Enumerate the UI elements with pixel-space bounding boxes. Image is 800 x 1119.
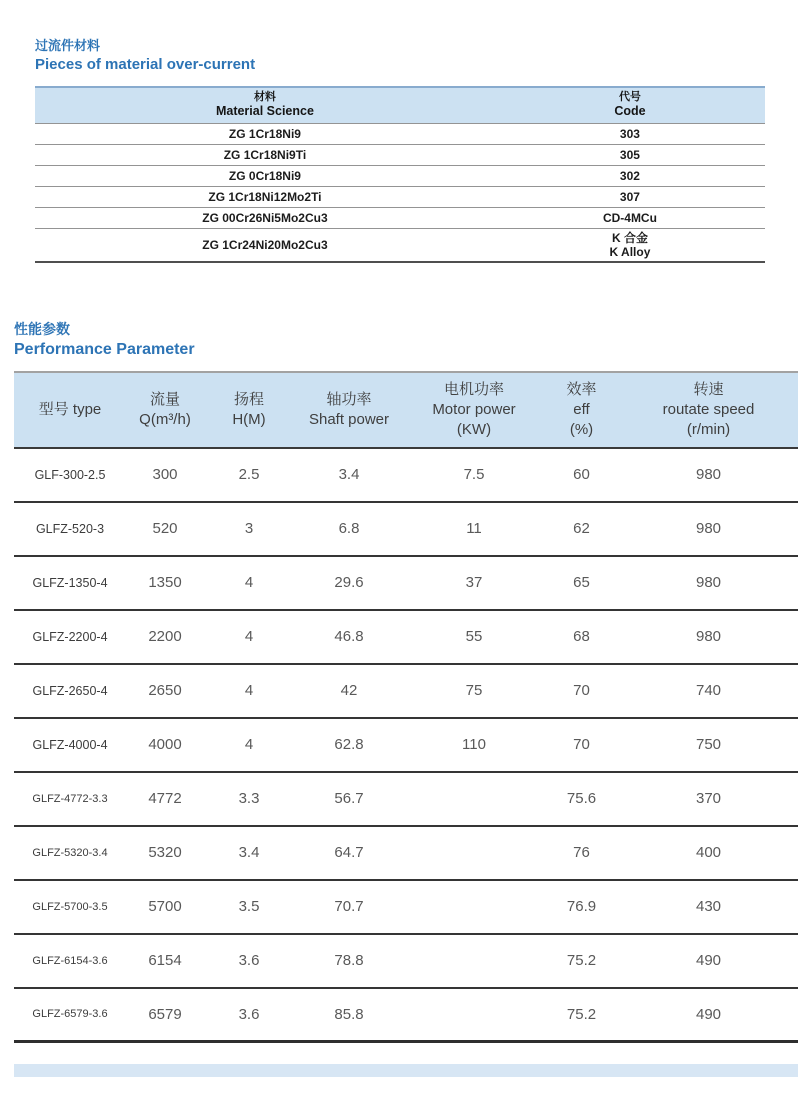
motor-power-cell: 7.5 <box>404 448 544 502</box>
materials-col-header-code-en: Code <box>614 104 646 118</box>
material-cell: ZG 1Cr18Ni9 <box>35 124 495 145</box>
performance-header-row <box>14 372 798 448</box>
head-cell: 3.5 <box>204 880 294 934</box>
efficiency-cell: 76.9 <box>544 880 619 934</box>
flow-cell: 4000 <box>126 718 204 772</box>
motor-power-cell: 75 <box>404 664 544 718</box>
motor-power-cell: 37 <box>404 556 544 610</box>
efficiency-cell: 62 <box>544 502 619 556</box>
speed-cell: 750 <box>619 718 798 772</box>
flow-cell: 6579 <box>126 988 204 1042</box>
head-cell: 4 <box>204 610 294 664</box>
head-cell: 3.6 <box>204 934 294 988</box>
speed-cell: 980 <box>619 502 798 556</box>
col-header-type <box>14 372 126 448</box>
code-cell: 303 <box>495 124 765 145</box>
materials-col-header-material-zh: 材料 <box>253 91 276 103</box>
model-cell: GLFZ-5700-3.5 <box>14 880 126 934</box>
col-header-shaft-power <box>294 372 404 448</box>
performance-table <box>14 371 798 1044</box>
col-header-motor-en: Motor power <box>432 400 516 418</box>
speed-cell: 490 <box>619 988 798 1042</box>
col-header-speed <box>619 372 798 448</box>
table-row <box>35 166 765 187</box>
col-header-speed-en: routate speed <box>662 400 755 418</box>
speed-cell: 370 <box>619 772 798 826</box>
code-cell: 302 <box>495 166 765 187</box>
table-row <box>35 208 765 229</box>
table-row <box>35 124 765 145</box>
flow-cell: 2650 <box>126 664 204 718</box>
flow-cell: 5700 <box>126 880 204 934</box>
flow-cell: 6154 <box>126 934 204 988</box>
materials-table <box>35 86 765 263</box>
motor-power-cell: 110 <box>404 718 544 772</box>
performance-section <box>14 321 798 1044</box>
speed-cell: 980 <box>619 448 798 502</box>
shaft-power-cell: 56.7 <box>294 772 404 826</box>
model-cell: GLFZ-6154-3.6 <box>14 934 126 988</box>
col-header-efficiency <box>544 372 619 448</box>
efficiency-cell: 75.6 <box>544 772 619 826</box>
flow-cell: 2200 <box>126 610 204 664</box>
shaft-power-cell: 64.7 <box>294 826 404 880</box>
shaft-power-cell: 6.8 <box>294 502 404 556</box>
shaft-power-cell: 29.6 <box>294 556 404 610</box>
shaft-power-cell: 85.8 <box>294 988 404 1042</box>
code-cell <box>495 229 765 262</box>
table-row <box>14 556 798 610</box>
col-header-motor-power <box>404 372 544 448</box>
shaft-power-cell: 46.8 <box>294 610 404 664</box>
motor-power-cell <box>404 826 544 880</box>
model-cell: GLFZ-4772-3.3 <box>14 772 126 826</box>
flow-cell: 4772 <box>126 772 204 826</box>
motor-power-cell <box>404 988 544 1042</box>
col-header-flow <box>126 372 204 448</box>
col-header-head <box>204 372 294 448</box>
model-cell: GLFZ-520-3 <box>14 502 126 556</box>
shaft-power-cell: 70.7 <box>294 880 404 934</box>
head-cell: 3 <box>204 502 294 556</box>
speed-cell: 400 <box>619 826 798 880</box>
materials-col-header-code-zh: 代号 <box>618 91 641 103</box>
material-cell: ZG 1Cr24Ni20Mo2Cu3 <box>35 229 495 262</box>
code-line-en: K Alloy <box>609 244 651 259</box>
table-row <box>14 502 798 556</box>
col-header-shaft-zh: 轴功率 <box>326 390 372 408</box>
materials-col-header-code <box>495 87 765 124</box>
model-cell: GLFZ-1350-4 <box>14 556 126 610</box>
col-header-flow-unit: Q(m³/h) <box>139 410 191 428</box>
code-line-zh: K 合金 <box>611 230 648 245</box>
efficiency-cell: 75.2 <box>544 988 619 1042</box>
col-header-speed-zh: 转速 <box>693 380 724 398</box>
materials-col-header-material <box>35 87 495 124</box>
materials-title-en: Pieces of material over-current <box>35 56 256 73</box>
model-cell: GLFZ-6579-3.6 <box>14 988 126 1042</box>
efficiency-cell: 70 <box>544 718 619 772</box>
bottom-strip <box>14 1064 798 1077</box>
col-header-type-line: 型号 type <box>38 400 102 418</box>
col-header-head-unit: H(M) <box>232 410 266 428</box>
speed-cell: 490 <box>619 934 798 988</box>
speed-cell: 740 <box>619 664 798 718</box>
col-header-eff-en: eff <box>573 400 590 418</box>
head-cell: 3.6 <box>204 988 294 1042</box>
shaft-power-cell: 3.4 <box>294 448 404 502</box>
materials-header-row <box>35 87 765 124</box>
col-header-motor-zh: 电机功率 <box>443 380 504 398</box>
flow-cell: 300 <box>126 448 204 502</box>
shaft-power-cell: 42 <box>294 664 404 718</box>
material-cell: ZG 1Cr18Ni12Mo2Ti <box>35 187 495 208</box>
table-row <box>35 187 765 208</box>
head-cell: 3.4 <box>204 826 294 880</box>
model-cell: GLFZ-4000-4 <box>14 718 126 772</box>
performance-title-en: Performance Parameter <box>14 340 195 358</box>
table-row <box>14 988 798 1042</box>
materials-section <box>35 38 765 263</box>
model-cell: GLFZ-2650-4 <box>14 664 126 718</box>
motor-power-cell <box>404 772 544 826</box>
efficiency-cell: 76 <box>544 826 619 880</box>
table-row <box>14 934 798 988</box>
shaft-power-cell: 78.8 <box>294 934 404 988</box>
table-row <box>14 772 798 826</box>
efficiency-cell: 60 <box>544 448 619 502</box>
flow-cell: 1350 <box>126 556 204 610</box>
head-cell: 2.5 <box>204 448 294 502</box>
col-header-head-zh: 扬程 <box>233 390 264 408</box>
col-header-flow-zh: 流量 <box>149 390 180 408</box>
table-row <box>35 145 765 166</box>
model-cell: GLFZ-5320-3.4 <box>14 826 126 880</box>
efficiency-cell: 75.2 <box>544 934 619 988</box>
speed-cell: 980 <box>619 556 798 610</box>
efficiency-cell: 65 <box>544 556 619 610</box>
table-row <box>14 664 798 718</box>
head-cell: 3.3 <box>204 772 294 826</box>
code-cell: 305 <box>495 145 765 166</box>
head-cell: 4 <box>204 718 294 772</box>
material-cell: ZG 1Cr18Ni9Ti <box>35 145 495 166</box>
col-header-shaft-en: Shaft power <box>308 410 390 428</box>
efficiency-cell: 70 <box>544 664 619 718</box>
material-cell: ZG 0Cr18Ni9 <box>35 166 495 187</box>
materials-col-header-material-en: Material Science <box>215 104 314 118</box>
col-header-eff-unit: (%) <box>569 420 594 438</box>
motor-power-cell: 55 <box>404 610 544 664</box>
model-cell: GLFZ-2200-4 <box>14 610 126 664</box>
code-cell: 307 <box>495 187 765 208</box>
model-cell: GLF-300-2.5 <box>14 448 126 502</box>
flow-cell: 5320 <box>126 826 204 880</box>
motor-power-cell <box>404 880 544 934</box>
motor-power-cell <box>404 934 544 988</box>
table-row <box>14 610 798 664</box>
col-header-eff-zh: 效率 <box>566 380 597 398</box>
table-row <box>14 880 798 934</box>
flow-cell: 520 <box>126 502 204 556</box>
performance-title-zh: 性能参数 <box>14 320 70 337</box>
material-cell: ZG 00Cr26Ni5Mo2Cu3 <box>35 208 495 229</box>
table-row <box>14 826 798 880</box>
shaft-power-cell: 62.8 <box>294 718 404 772</box>
col-header-speed-unit: (r/min) <box>686 420 731 438</box>
efficiency-cell: 68 <box>544 610 619 664</box>
code-cell: CD-4MCu <box>495 208 765 229</box>
speed-cell: 980 <box>619 610 798 664</box>
motor-power-cell: 11 <box>404 502 544 556</box>
col-header-motor-unit: (KW) <box>456 420 492 438</box>
materials-title-zh: 过流件材料 <box>35 38 101 53</box>
table-row <box>14 718 798 772</box>
head-cell: 4 <box>204 664 294 718</box>
head-cell: 4 <box>204 556 294 610</box>
table-row <box>14 448 798 502</box>
speed-cell: 430 <box>619 880 798 934</box>
table-row <box>35 229 765 262</box>
